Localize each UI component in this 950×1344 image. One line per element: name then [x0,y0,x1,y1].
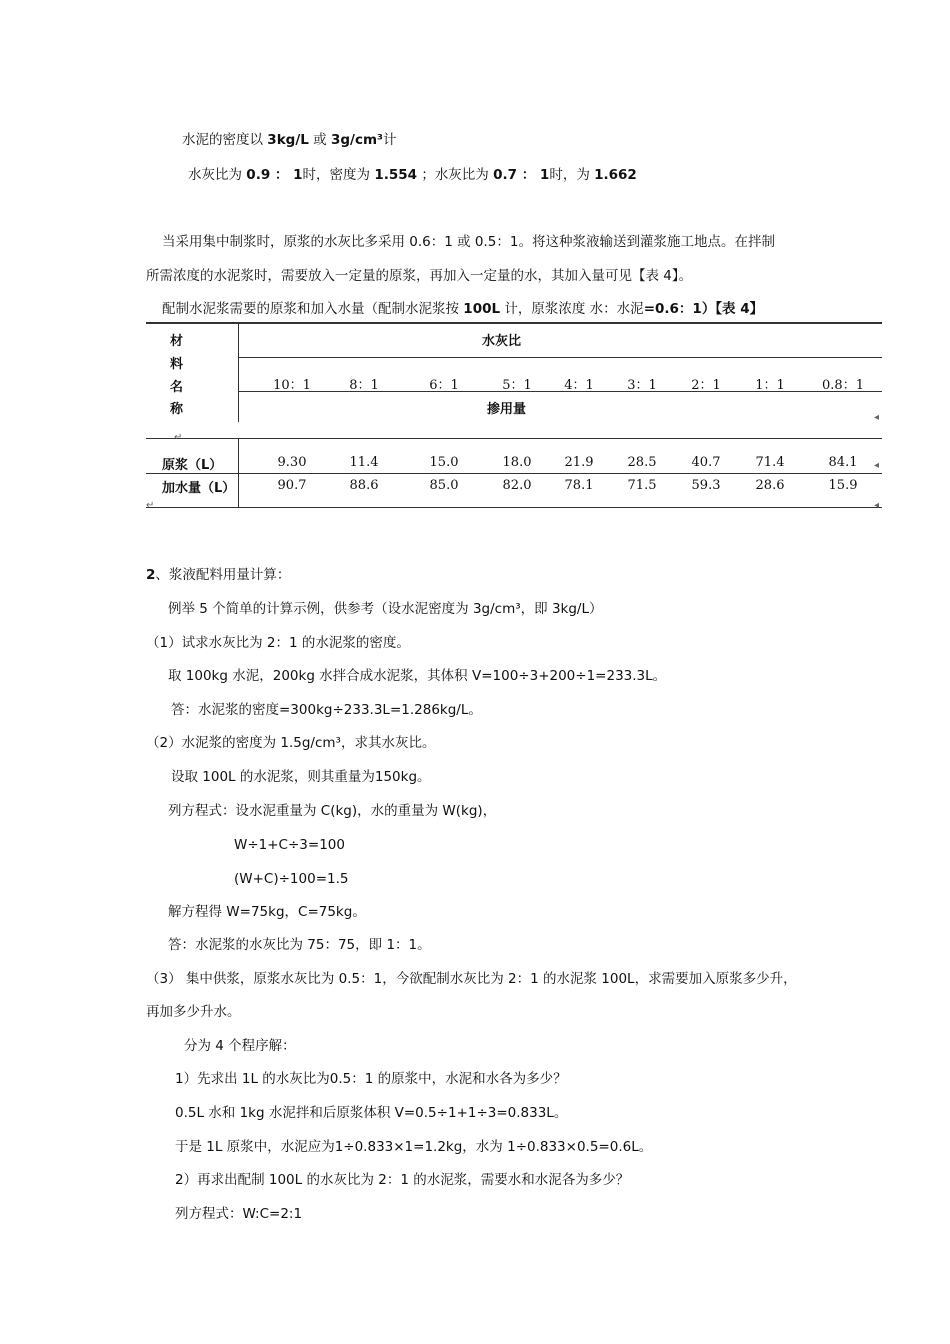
ratio-header-cell: 1：1 [755,378,785,393]
table-rule [146,438,882,439]
table-rule [238,391,882,392]
cell-mark: ◂ [874,500,880,511]
value-cell: 90.7 [277,478,307,493]
table-rule [146,473,882,474]
paragraph-mark: ↵ [174,432,183,443]
paragraph-line-2: 所需浓度的水泥浆时，需要放入一定量的原浆，再加入一定量的水，其加入量可见【表 4】。 [146,268,693,284]
section-line: 于是 1L 原浆中，水泥应为1÷0.833×1=1.2kg，水为 1÷0.833×0.5=0.6L。 [175,1139,653,1155]
table-bottom-rule [146,507,882,508]
section-line: 分为 4 个程序解： [184,1038,296,1054]
row-header-char: 材 [170,334,184,349]
section-line: 解方程得 W=75kg，C=75kg。 [168,904,366,920]
section-line: （2）水泥浆的密度为 1.5g/cm³，求其水灰比。 [146,735,436,751]
section-line: 再加多少升水。 [146,1004,241,1020]
section-line: 例举 5 个简单的计算示例，供参考（设水泥密度为 3g/cm³，即 3kg/L） [168,601,603,617]
row-header-char: 名 [170,380,184,395]
table-rule [238,357,882,358]
ratio-header-cell: 0.8：1 [822,378,864,393]
section-line: 2）再求出配制 100L 的水灰比为 2：1 的水泥浆，需要水和水泥各为多少？ [175,1172,630,1188]
value-cell: 40.7 [691,455,721,470]
table-divider [238,438,239,508]
paragraph-line-1: 当采用集中制浆时，原浆的水灰比多采用 0.6：1 或 0.5：1。将这种浆液输送到灌浆施工地点。在拌制 [162,234,775,250]
ratio-header-cell: 6：1 [429,378,459,393]
section-line: 列方程式：设水泥重量为 C(kg)，水的重量为 W(kg)， [168,803,497,819]
section-line: 答：水泥浆的密度=300kg÷233.3L=1.286kg/L。 [171,702,482,718]
section-line: 0.5L 水和 1kg 水泥拌和后原浆体积 V=0.5÷1+1÷3=0.833L。 [175,1105,568,1121]
value-cell: 28.6 [755,478,785,493]
mix-table [146,322,882,510]
ratio-density-note: 水灰比为 0.9 ： 1时，密度为 1.554 ；水灰比为 0.7 ： 1时，为 1.662 [188,167,637,183]
value-cell: 71.4 [755,455,785,470]
value-cell: 28.5 [627,455,657,470]
equation-line: (W+C)÷100=1.5 [234,871,349,887]
value-cell: 18.0 [502,455,532,470]
ratio-header-cell: 2：1 [691,378,721,393]
section-line: 取 100kg 水泥，200kg 水拌合成水泥浆，其体积 V=100÷3+200÷1=233.3L。 [168,668,667,684]
group-header: 水灰比 [482,334,522,349]
section-line: 答：水泥浆的水灰比为 75：75，即 1：1。 [168,937,431,953]
row-label: 加水量（L） [162,481,236,496]
table-caption: 配制水泥浆需要的原浆和加入水量（配制水泥浆按 100L 计，原浆浓度 水：水泥=0.6：1）【表 4】 [162,301,764,317]
value-cell: 9.30 [277,455,307,470]
value-cell: 85.0 [429,478,459,493]
value-cell: 78.1 [564,478,594,493]
table-divider [238,322,239,422]
row-label: 原浆（L） [162,458,223,473]
sub-header: 掺用量 [487,402,527,417]
value-cell: 82.0 [502,478,532,493]
section-line: 1）先求出 1L 的水灰比为0.5：1 的原浆中，水泥和水各为多少？ [175,1071,567,1087]
paragraph-mark: ↵ [146,500,155,511]
ratio-header-cell: 10：1 [273,378,311,393]
value-cell: 84.1 [828,455,858,470]
ratio-header-cell: 4：1 [564,378,594,393]
equation-line: W÷1+C÷3=100 [234,837,345,853]
value-cell: 11.4 [349,455,379,470]
ratio-header-cell: 3：1 [627,378,657,393]
value-cell: 88.6 [349,478,379,493]
ratio-header-cell: 8：1 [349,378,379,393]
cell-mark: ◂ [874,460,880,471]
value-cell: 71.5 [627,478,657,493]
value-cell: 15.0 [429,455,459,470]
section-line: 列方程式：W:C=2:1 [175,1206,303,1222]
section-line: （3） 集中供浆，原浆水灰比为 0.5：1，今欲配制水灰比为 2：1 的水泥浆 100L，求需要加入原浆多少升， [146,971,797,987]
section-heading: 2、浆液配料用量计算： [146,567,291,583]
row-header-char: 料 [170,357,184,372]
section-line: 设取 100L 的水泥浆，则其重量为150kg。 [171,769,431,785]
row-header-char: 称 [170,402,184,417]
value-cell: 15.9 [828,478,858,493]
ratio-header-cell: 5：1 [502,378,532,393]
cell-mark: ◂ [874,412,880,423]
value-cell: 21.9 [564,455,594,470]
value-cell: 59.3 [691,478,721,493]
table-top-rule [146,322,882,324]
density-note: 水泥的密度以 3kg/L 或 3g/cm³计 [182,132,397,148]
section-line: （1）试求水灰比为 2：1 的水泥浆的密度。 [146,635,410,651]
